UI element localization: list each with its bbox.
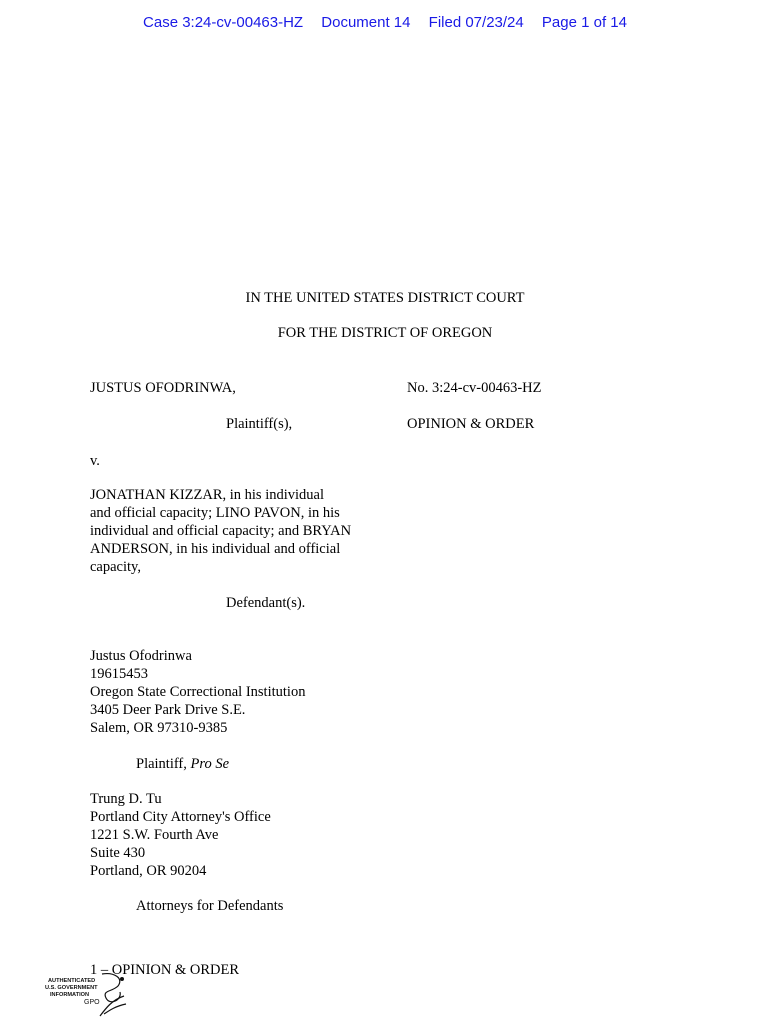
address-line: 3405 Deer Park Drive S.E. [90,702,246,718]
ecf-page-count: Page 1 of 14 [541,14,627,31]
address-line: Oregon State Correctional Institution [90,684,306,700]
address-line: Portland, OR 90204 [90,863,207,879]
gpo-authentication-seal [40,970,140,1020]
defendants-line: JONATHAN KIZZAR, in his individual [90,487,325,503]
plaintiff-role [136,755,229,773]
pro-se-label: Pro Se [190,756,230,772]
court-district: FOR THE DISTRICT OF OREGON [277,325,493,341]
address-line: Suite 430 [90,845,146,861]
address-line: Salem, OR 97310-9385 [90,720,228,736]
address-line: 1221 S.W. Fourth Ave [90,827,219,843]
versus: v. [90,453,100,469]
case-number: No. 3:24-cv-00463-HZ [407,380,542,396]
gpo-seal-text-4: GPO [84,999,100,1006]
address-line: Portland City Attorney's Office [90,809,271,825]
defense-role: Attorneys for Defendants [136,898,284,914]
gpo-seal-text-2: U.S. GOVERNMENT [45,985,98,991]
gpo-seal-text-3: INFORMATION [50,992,90,998]
plaintiff-label: Plaintiff(s), [226,416,293,432]
address-line: Justus Ofodrinwa [90,648,192,664]
ecf-filed-date: Filed 07/23/24 [428,14,524,31]
defendants-line: and official capacity; LINO PAVON, in his [90,505,340,521]
defendant-label: Defendant(s). [226,595,306,611]
ecf-case-number: Case 3:24-cv-00463-HZ [143,14,304,31]
defendants-line: capacity, [90,559,141,575]
defendants-line: individual and official capacity; and BRYAN [90,523,352,539]
gpo-seal-text-1: AUTHENTICATED [48,978,96,984]
eagle-icon [100,974,126,1016]
address-line: Trung D. Tu [90,791,162,807]
court-name: IN THE UNITED STATES DISTRICT COURT [245,290,525,306]
ecf-header-stamp [0,14,770,31]
defendants-line: ANDERSON, in his individual and official [90,541,341,557]
ecf-document-number: Document 14 [321,14,411,31]
plaintiff-address-block [90,647,305,737]
document-title: OPINION & ORDER [407,416,535,432]
defendants-block [90,486,351,576]
plaintiff-name: JUSTUS OFODRINWA, [90,380,236,396]
defense-counsel-block [90,790,271,880]
plaintiff-role-prefix: Plaintiff, [136,756,191,772]
footer-page-label: 1 – OPINION & ORDER [90,962,240,978]
address-line: 19615453 [90,666,148,682]
